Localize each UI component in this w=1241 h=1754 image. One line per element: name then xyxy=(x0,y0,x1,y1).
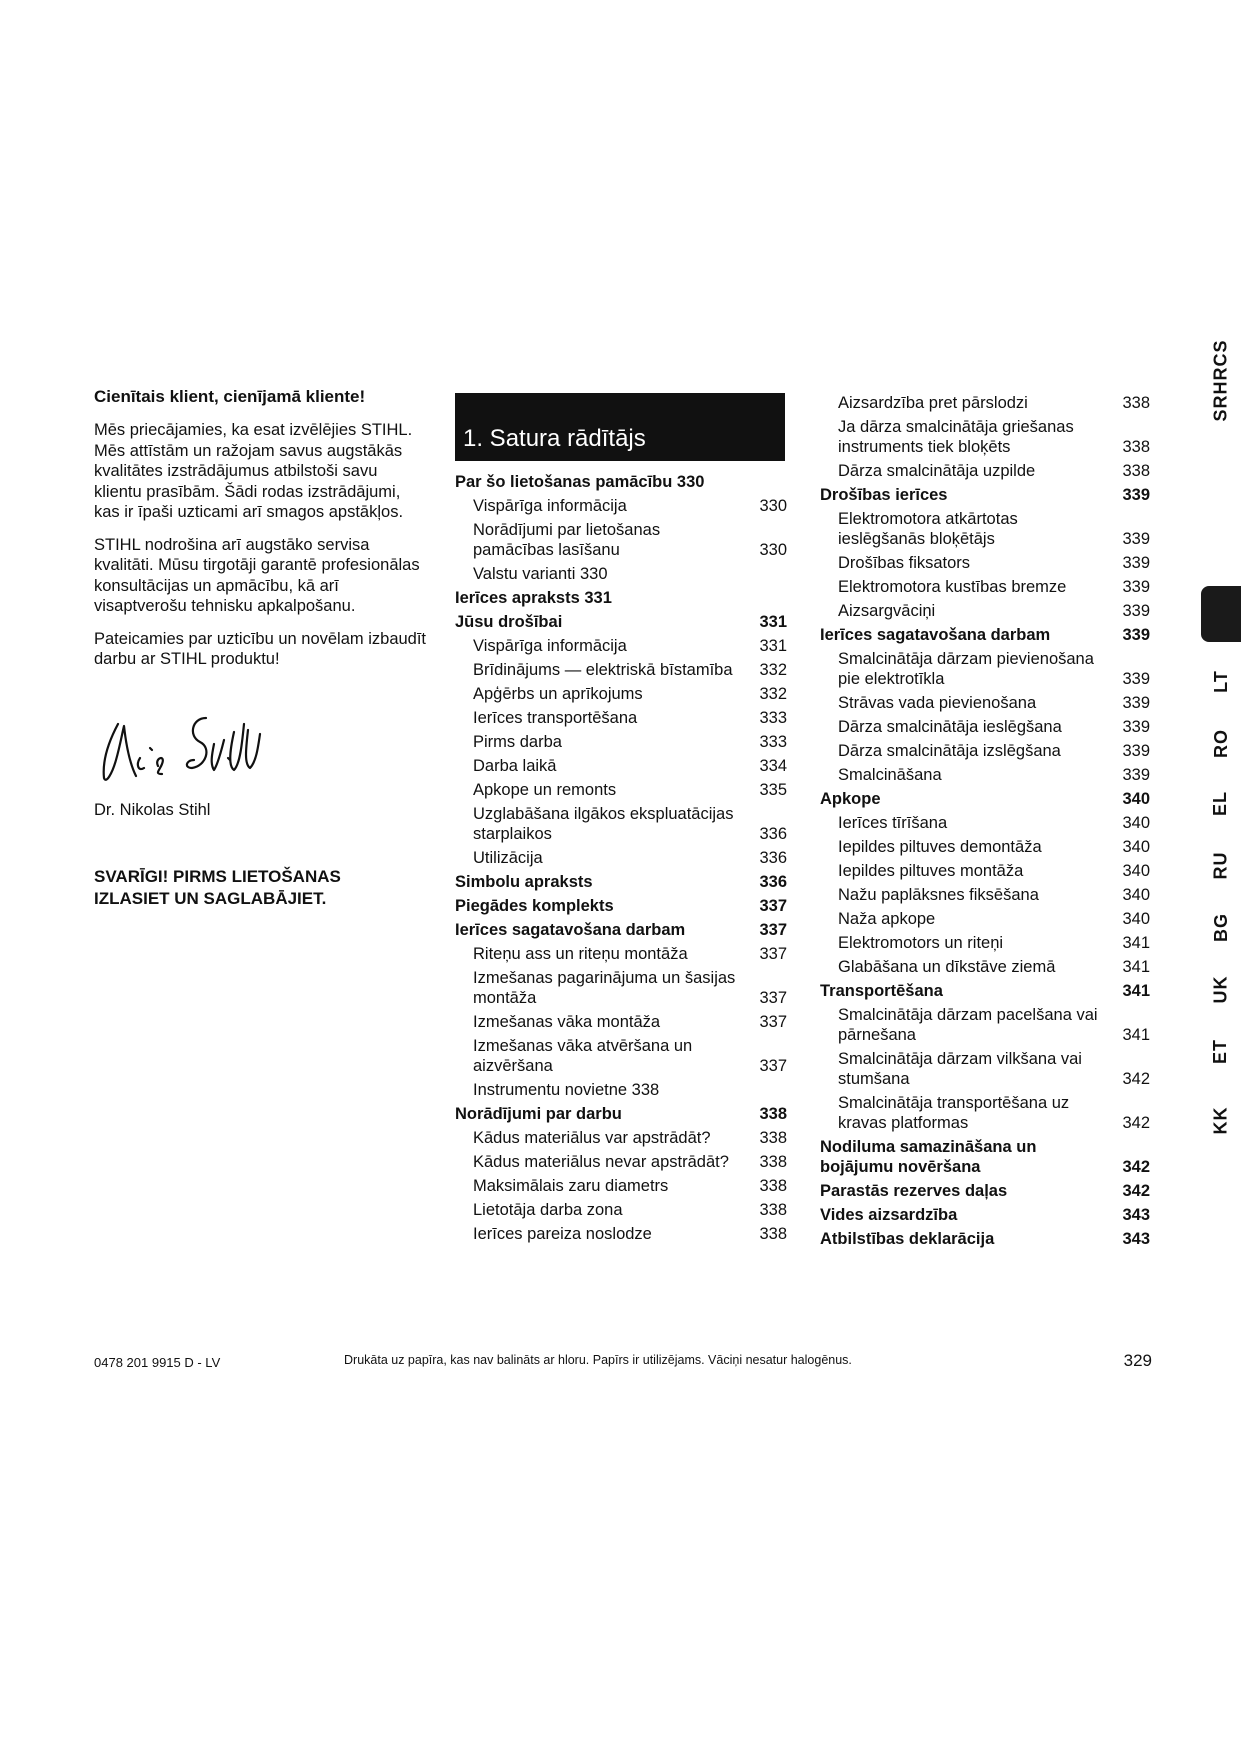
toc-subsection-entry[interactable] xyxy=(820,763,1150,787)
toc-entry-page: 340 xyxy=(1122,910,1150,928)
toc-entry-title: Dārza smalcinātāja izslēgšana xyxy=(838,742,1061,760)
toc-section-entry[interactable] xyxy=(455,870,787,894)
toc-entry-page: 337 xyxy=(759,1013,787,1031)
toc-subsection-entry[interactable] xyxy=(820,1091,1150,1135)
toc-entry-title: Nažu paplāksnes fiksēšana xyxy=(838,886,1039,904)
tab-label: SRHRCS xyxy=(1210,338,1231,422)
toc-entry-page: 336 xyxy=(759,873,787,891)
toc-entry-page: 331 xyxy=(759,637,787,655)
toc-entry-title: Par šo lietošanas pamācību 330 xyxy=(455,473,705,491)
toc-entry-title: Simbolu apraksts xyxy=(455,873,593,891)
toc-entry-title: Naža apkope xyxy=(838,910,936,928)
intro-paragraph: Mēs priecājamies, ka esat izvēlējies STIHL. Mēs attīstām un ražojam savus augstākās kvalitātes izstrādājumus atbilstoši savu klientu prasībām. Šādi rodas izstrādājumi, kas ir īpaši uzticami arī smagos apstākļos. xyxy=(94,421,413,521)
toc-entry-page: 336 xyxy=(759,849,787,867)
toc-entry-page: 342 xyxy=(1122,1070,1150,1088)
toc-section-entry[interactable] xyxy=(820,1179,1150,1203)
thanks-paragraph: Pateicamies par uzticību un novēlam izbaudīt darbu ar STIHL produktu! xyxy=(94,629,427,668)
toc-entry-page: 339 xyxy=(1122,742,1150,760)
toc-entry-title: Izmešanas pagarinājuma un šasijas montāža xyxy=(473,969,736,1007)
toc-entry-page: 338 xyxy=(759,1153,787,1171)
toc-subsection-entry[interactable] xyxy=(820,507,1150,551)
toc-section-entry[interactable] xyxy=(820,483,1150,507)
toc-section-entry[interactable] xyxy=(455,918,787,942)
toc-entry-page: 341 xyxy=(1122,1026,1150,1044)
toc-entry-title: Strāvas vada pievienošana xyxy=(838,694,1037,712)
toc-subsection-entry[interactable] xyxy=(455,1174,787,1198)
toc-entry-page: 343 xyxy=(1122,1230,1150,1248)
toc-entry-title: Vispārīga informācija xyxy=(473,497,627,515)
toc-section-entry[interactable] xyxy=(455,610,787,634)
toc-entry-title: Brīdinājums — elektriskā bīstamība xyxy=(473,661,733,679)
tab-current-language[interactable] xyxy=(1201,586,1241,642)
toc-entry-page: 334 xyxy=(759,757,787,775)
toc-subsection-entry[interactable] xyxy=(455,634,787,658)
toc-subsection-entry[interactable] xyxy=(455,562,787,586)
toc-entry-title: Nodiluma samazināšana un bojājumu novēršana xyxy=(820,1138,1037,1176)
signature-image xyxy=(96,704,276,792)
toc-subsection-entry[interactable] xyxy=(820,575,1150,599)
toc-subsection-entry[interactable] xyxy=(820,391,1150,415)
toc-entry-page: 339 xyxy=(1122,694,1150,712)
tab-label: LT xyxy=(1210,669,1231,693)
toc-section-entry[interactable] xyxy=(820,1203,1150,1227)
toc-entry-page: 340 xyxy=(1122,838,1150,856)
tab-language-bg[interactable] xyxy=(1201,902,1241,952)
toc-entry-title: Transportēšana xyxy=(820,982,943,1000)
toc-entry-title: Smalcinātāja dārzam vilkšana vai stumšana xyxy=(838,1050,1082,1088)
toc-subsection-entry[interactable] xyxy=(455,1222,787,1246)
toc-entry-title: Iepildes piltuves montāža xyxy=(838,862,1024,880)
toc-subsection-entry[interactable] xyxy=(820,599,1150,623)
tab-label: BG xyxy=(1210,912,1231,942)
toc-entry-page: 338 xyxy=(759,1177,787,1195)
document-code: 0478 201 9915 D - LV xyxy=(94,1355,221,1370)
toc-subsection-entry[interactable] xyxy=(455,1078,787,1102)
tab-label: RO xyxy=(1210,728,1231,758)
toc-subsection-entry[interactable] xyxy=(820,1047,1150,1091)
toc-subsection-entry[interactable] xyxy=(455,846,787,870)
greeting: Cienītais klient, cienījamā kliente! xyxy=(94,387,366,406)
toc-entry-title: Smalcinātāja dārzam pievienošana pie elektrotīkla xyxy=(838,650,1094,688)
toc-subsection-entry[interactable] xyxy=(455,1010,787,1034)
toc-entry-title: Instrumentu novietne 338 xyxy=(473,1081,660,1099)
toc-entry-page: 335 xyxy=(759,781,787,799)
tab-language-kk[interactable] xyxy=(1201,1090,1241,1150)
toc-entry-page: 340 xyxy=(1122,790,1150,808)
toc-entry-title: Norādījumi par darbu xyxy=(455,1105,622,1123)
toc-entry-title: Aizsardzība pret pārslodzi xyxy=(838,394,1028,412)
toc-entry-title: Pirms darba xyxy=(473,733,562,751)
toc-entry-page: 337 xyxy=(759,945,787,963)
toc-entry-title: Atbilstības deklarācija xyxy=(820,1230,995,1248)
toc-entry-title: Lietotāja darba zona xyxy=(473,1201,623,1219)
toc-entry-title: Drošības fiksators xyxy=(838,554,971,572)
toc-subsection-entry[interactable] xyxy=(820,459,1150,483)
toc-entry-page: 341 xyxy=(1122,958,1150,976)
toc-subsection-entry[interactable] xyxy=(820,551,1150,575)
toc-entry-title: Parastās rezerves daļas xyxy=(820,1182,1008,1200)
toc-entry-page: 332 xyxy=(759,685,787,703)
toc-subsection-entry[interactable] xyxy=(455,682,787,706)
toc-entry-page: 339 xyxy=(1122,766,1150,784)
toc-entry-title: Smalcināšana xyxy=(838,766,942,784)
toc-section-entry[interactable] xyxy=(820,979,1150,1003)
toc-entry-page: 336 xyxy=(759,825,787,843)
language-tabs xyxy=(1201,340,1241,1160)
toc-entry-title: Valstu varianti 330 xyxy=(473,565,608,583)
important-notice-line-1: SVARĪGI! PIRMS LIETOŠANAS xyxy=(94,866,341,886)
toc-entry-page: 339 xyxy=(1122,626,1150,644)
toc-entry-title: Norādījumi par lietošanas pamācības lasīšanu xyxy=(473,521,661,559)
toc-entry-page: 333 xyxy=(759,709,787,727)
toc-entry-title: Smalcinātāja dārzam pacelšana vai pārnešana xyxy=(838,1006,1098,1044)
toc-entry-page: 339 xyxy=(1122,578,1150,596)
service-paragraph: STIHL nodrošina arī augstāko servisa kvalitāti. Mūsu tirgotāji garantē profesionālas konsultācijas un apmācību, kā arī visaptverošu tehnisku apkalpošanu. xyxy=(94,535,420,615)
toc-subsection-entry[interactable] xyxy=(455,778,787,802)
toc-subsection-entry[interactable] xyxy=(455,1198,787,1222)
toc-entry-page: 339 xyxy=(1122,602,1150,620)
page-number: 329 xyxy=(1123,1351,1152,1370)
toc-entry-page: 333 xyxy=(759,733,787,751)
toc-entry-page: 337 xyxy=(759,921,787,939)
toc-entry-page: 339 xyxy=(1122,530,1150,548)
tab-label: ET xyxy=(1210,1038,1231,1064)
toc-entry-title: Uzglabāšana ilgākos ekspluatācijas starplaikos xyxy=(473,805,734,843)
toc-subsection-entry[interactable] xyxy=(820,415,1150,459)
toc-entry-title: Maksimālais zaru diametrs xyxy=(473,1177,669,1195)
toc-entry-page: 339 xyxy=(1122,486,1150,504)
toc-subsection-entry[interactable] xyxy=(820,739,1150,763)
toc-entry-title: Piegādes komplekts xyxy=(455,897,614,915)
toc-entry-page: 338 xyxy=(759,1105,787,1123)
print-note: Drukāta uz papīra, kas nav balināts ar hloru. Papīrs ir utilizējams. Vāciņi nesatur halogēnus. xyxy=(344,1353,852,1367)
toc-subsection-entry[interactable] xyxy=(455,730,787,754)
toc-entry-page: 338 xyxy=(1122,462,1150,480)
toc-entry-page: 342 xyxy=(1122,1182,1150,1200)
toc-entry-title: Dārza smalcinātāja ieslēgšana xyxy=(838,718,1062,736)
tab-label: UK xyxy=(1210,975,1231,1003)
toc-entry-page: 341 xyxy=(1122,934,1150,952)
toc-entry-page: 338 xyxy=(759,1201,787,1219)
toc-subsection-entry[interactable] xyxy=(820,955,1150,979)
tab-language-ru[interactable] xyxy=(1201,840,1241,890)
toc-subsection-entry[interactable] xyxy=(820,811,1150,835)
toc-subsection-entry[interactable] xyxy=(820,883,1150,907)
toc-entry-page: 343 xyxy=(1122,1206,1150,1224)
toc-entry-title: Apkope un remonts xyxy=(473,781,617,799)
toc-entry-page: 340 xyxy=(1122,814,1150,832)
toc-entry-page: 338 xyxy=(1122,438,1150,456)
tab-language-el[interactable] xyxy=(1201,778,1241,828)
toc-entry-page: 341 xyxy=(1122,982,1150,1000)
page-footer xyxy=(94,1351,1152,1375)
toc-entry-page: 338 xyxy=(759,1129,787,1147)
toc-entry-title: Izmešanas vāka atvēršana un aizvēršana xyxy=(473,1037,693,1075)
toc-entry-title: Ierīces sagatavošana darbam xyxy=(820,626,1051,644)
toc-section-entry[interactable] xyxy=(820,787,1150,811)
toc-title: 1. Satura rādītājs xyxy=(463,425,646,452)
toc-entry-title: Ierīces sagatavošana darbam xyxy=(455,921,686,939)
toc-entry-page: 337 xyxy=(759,989,787,1007)
toc-subsection-entry[interactable] xyxy=(455,1034,787,1078)
toc-entry-page: 339 xyxy=(1122,554,1150,572)
signer-name: Dr. Nikolas Stihl xyxy=(94,800,211,819)
toc-entry-title: Vispārīga informācija xyxy=(473,637,627,655)
toc-entry-title: Jūsu drošībai xyxy=(455,613,563,631)
tab-language-srhrcs[interactable] xyxy=(1201,340,1241,420)
toc-subsection-entry[interactable] xyxy=(455,1150,787,1174)
toc-entry-page: 330 xyxy=(759,497,787,515)
toc-entry-title: Aizsargvāciņi xyxy=(838,602,936,620)
toc-header xyxy=(455,393,785,461)
toc-subsection-entry[interactable] xyxy=(820,691,1150,715)
toc-subsection-entry[interactable] xyxy=(820,647,1150,691)
toc-subsection-entry[interactable] xyxy=(455,1126,787,1150)
toc-section-entry[interactable] xyxy=(455,586,787,610)
toc-subsection-entry[interactable] xyxy=(820,931,1150,955)
toc-subsection-entry[interactable] xyxy=(820,835,1150,859)
toc-entry-page: 342 xyxy=(1122,1158,1150,1176)
toc-subsection-entry[interactable] xyxy=(820,859,1150,883)
toc-section-entry[interactable] xyxy=(455,1102,787,1126)
toc-entry-title: Kādus materiālus nevar apstrādāt? xyxy=(473,1153,729,1171)
toc-entry-page: 337 xyxy=(759,897,787,915)
toc-section-entry[interactable] xyxy=(455,470,787,494)
tab-label: KK xyxy=(1210,1106,1231,1134)
toc-entry-title: Darba laikā xyxy=(473,757,557,775)
toc-entry-title: Ierīces pareiza noslodze xyxy=(473,1225,652,1243)
tab-language-ro[interactable] xyxy=(1201,718,1241,768)
toc-entry-page: 342 xyxy=(1122,1114,1150,1132)
tab-language-lt[interactable] xyxy=(1201,656,1241,706)
toc-subsection-entry[interactable] xyxy=(455,658,787,682)
toc-entry-title: Ja dārza smalcinātāja griešanas instruments tiek bloķēts xyxy=(838,418,1074,456)
toc-entry-page: 339 xyxy=(1122,718,1150,736)
toc-column-2 xyxy=(820,391,1150,1251)
toc-entry-page: 337 xyxy=(759,1057,787,1075)
toc-subsection-entry[interactable] xyxy=(455,494,787,518)
toc-subsection-entry[interactable] xyxy=(820,715,1150,739)
toc-entry-title: Glabāšana un dīkstāve ziemā xyxy=(838,958,1056,976)
tab-label: RU xyxy=(1210,851,1231,879)
toc-entry-title: Apģērbs un aprīkojums xyxy=(473,685,643,703)
toc-entry-page: 340 xyxy=(1122,886,1150,904)
toc-entry-page: 332 xyxy=(759,661,787,679)
toc-subsection-entry[interactable] xyxy=(455,518,787,562)
toc-entry-page: 331 xyxy=(759,613,787,631)
toc-entry-title: Ierīces tīrīšana xyxy=(838,814,948,832)
toc-entry-title: Elektromotors un riteņi xyxy=(838,934,1004,952)
toc-subsection-entry[interactable] xyxy=(455,966,787,1010)
toc-entry-page: 339 xyxy=(1122,670,1150,688)
toc-entry-title: Smalcinātāja transportēšana uz kravas platformas xyxy=(838,1094,1070,1132)
important-notice-line-2: IZLASIET UN SAGLABĀJIET. xyxy=(94,888,327,908)
toc-entry-title: Izmešanas vāka montāža xyxy=(473,1013,661,1031)
toc-entry-page: 338 xyxy=(759,1225,787,1243)
toc-entry-title: Iepildes piltuves demontāža xyxy=(838,838,1042,856)
intro-column xyxy=(94,386,429,910)
toc-section-entry[interactable] xyxy=(455,894,787,918)
toc-entry-title: Dārza smalcinātāja uzpilde xyxy=(838,462,1036,480)
toc-subsection-entry[interactable] xyxy=(455,706,787,730)
tab-language-et[interactable] xyxy=(1201,1026,1241,1076)
toc-entry-title: Apkope xyxy=(820,790,881,808)
toc-subsection-entry[interactable] xyxy=(820,907,1150,931)
toc-subsection-entry[interactable] xyxy=(455,754,787,778)
tab-language-uk[interactable] xyxy=(1201,964,1241,1014)
toc-subsection-entry[interactable] xyxy=(455,942,787,966)
toc-entry-title: Riteņu ass un riteņu montāža xyxy=(473,945,688,963)
toc-section-entry[interactable] xyxy=(820,1227,1150,1251)
toc-subsection-entry[interactable] xyxy=(455,802,787,846)
toc-entry-page: 330 xyxy=(759,541,787,559)
toc-column-1 xyxy=(455,470,787,1246)
toc-entry-title: Utilizācija xyxy=(473,849,543,867)
toc-subsection-entry[interactable] xyxy=(820,1003,1150,1047)
toc-entry-title: Ierīces transportēšana xyxy=(473,709,638,727)
toc-entry-title: Vides aizsardzība xyxy=(820,1206,958,1224)
toc-entry-title: Ierīces apraksts 331 xyxy=(455,589,612,607)
toc-entry-title: Elektromotora kustības bremze xyxy=(838,578,1067,596)
toc-section-entry[interactable] xyxy=(820,1135,1150,1179)
toc-entry-page: 340 xyxy=(1122,862,1150,880)
toc-section-entry[interactable] xyxy=(820,623,1150,647)
toc-entry-page: 338 xyxy=(1122,394,1150,412)
toc-entry-title: Kādus materiālus var apstrādāt? xyxy=(473,1129,711,1147)
toc-entry-title: Drošības ierīces xyxy=(820,486,948,504)
toc-entry-title: Elektromotora atkārtotas ieslēgšanās bloķētājs xyxy=(838,510,1018,548)
tab-label: EL xyxy=(1210,790,1231,816)
